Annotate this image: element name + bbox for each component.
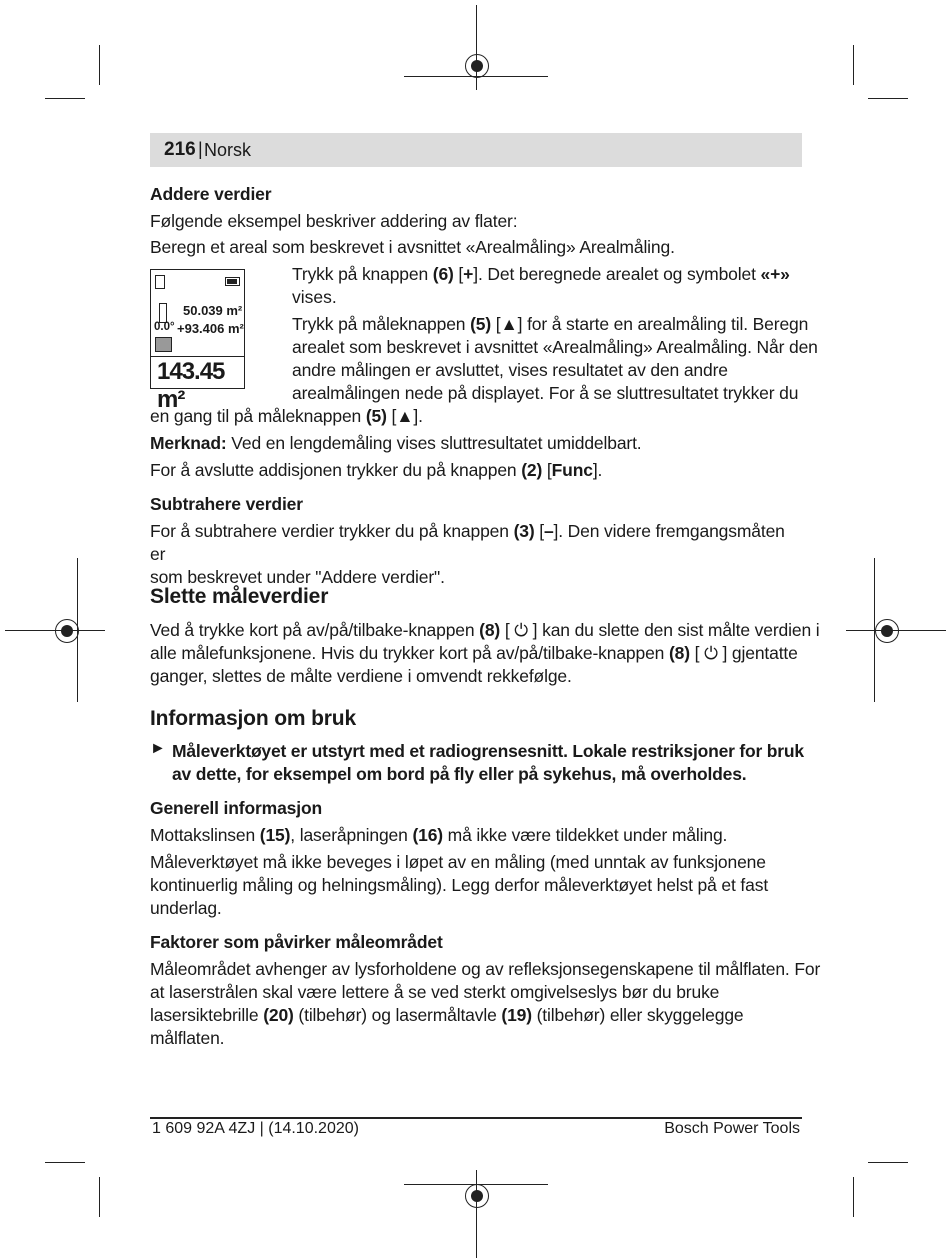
radio-warning: Måleverktøyet er utstyrt med et radiogrensesnitt. Lokale restriksjoner for bruk av dette, for eksempel om bord på fly eller på sykehus, må overholdes. bbox=[172, 741, 804, 784]
addere-p1: Følgende eksempel beskriver addering av flater: bbox=[150, 211, 518, 231]
display-value-1: 50.039 m² bbox=[183, 303, 243, 318]
area-symbol-icon bbox=[155, 337, 172, 352]
power-icon: ⏻ bbox=[514, 620, 528, 640]
section-name: Norsk bbox=[204, 140, 252, 160]
registration-mark-icon bbox=[465, 54, 489, 78]
footer-document-id: 1 609 92A 4ZJ | (14.10.2020) bbox=[152, 1120, 359, 1137]
crop-mark bbox=[853, 45, 854, 85]
header-separator: | bbox=[198, 139, 203, 159]
display-angle: 0.0° bbox=[154, 321, 175, 333]
generell-p1: Mottakslinsen (15), laseråpningen (16) må ikke være tildekket under måling. bbox=[150, 825, 728, 845]
heading-addere-verdier: Addere verdier bbox=[150, 184, 272, 204]
footer-brand: Bosch Power Tools bbox=[664, 1120, 800, 1137]
note-paragraph: Merknad: Ved en lengdemåling vises sluttresultatet umiddelbart. bbox=[150, 433, 642, 453]
crop-mark bbox=[45, 1162, 85, 1163]
crop-mark bbox=[99, 45, 100, 85]
addere-p4: Trykk på måleknappen (5) [▲] for å starte en arealmåling til. Beregn arealet som beskrevet i avsnittet «Arealmåling» Arealmåling. Når den andre målingen er avsluttet, vises resultatet av den andre arealmålingen nede på displayet. For å se sluttresultatet trykker du bbox=[292, 314, 818, 403]
measure-reference-icon bbox=[159, 303, 167, 323]
subtrahere-p1: For å subtrahere verdier trykker du på knappen (3) [–]. Den videre fremgangsmåten er som beskrevet under "Addere verdier". bbox=[150, 521, 785, 587]
registration-mark-icon bbox=[55, 619, 79, 643]
crop-mark bbox=[853, 1177, 854, 1217]
display-divider bbox=[151, 356, 244, 357]
bullet-triangle-icon: ► bbox=[150, 740, 166, 757]
registration-mark-icon bbox=[465, 1184, 489, 1208]
generell-p2: Måleverktøyet må ikke beveges i løpet av en måling (med unntak av funksjonene kontinuerlig måling og helningsmåling). Legg derfor måleverktøyet helst på et fast underlag. bbox=[150, 852, 769, 918]
area-mode-icon bbox=[155, 275, 165, 289]
heading-informasjon-om-bruk: Informasjon om bruk bbox=[150, 707, 357, 730]
crop-mark bbox=[45, 98, 85, 99]
display-value-2: +93.406 m² bbox=[177, 321, 244, 336]
heading-generell-informasjon: Generell informasjon bbox=[150, 798, 323, 818]
device-display-illustration bbox=[150, 269, 245, 413]
addere-p4-end: en gang til på måleknappen (5) [▲]. bbox=[150, 406, 423, 426]
heading-faktorer: Faktorer som påvirker måleområdet bbox=[150, 932, 443, 952]
heading-slette-maleverdier: Slette måleverdier bbox=[150, 585, 329, 608]
registration-mark-icon bbox=[875, 619, 899, 643]
note-label: Merknad: bbox=[150, 433, 227, 453]
power-icon: ⏻ bbox=[704, 643, 718, 663]
crop-mark bbox=[99, 1177, 100, 1217]
faktorer-paragraph: Måleområdet avhenger av lysforholdene og av refleksjonsegenskapene til målflaten. For at laserstrålen skal være lettere å se ved sterkt omgivelseslys bør du bruke lasersiktebrille (20) (tilbehør) og lasermåltavle (19) (tilbehør) eller skyggelegge målflaten. bbox=[150, 959, 821, 1048]
heading-subtrahere-verdier: Subtrahere verdier bbox=[150, 494, 303, 514]
crop-mark bbox=[868, 1162, 908, 1163]
page-number: 216 bbox=[164, 139, 196, 160]
display-result: 143.45 m² bbox=[157, 358, 225, 413]
crop-mark bbox=[868, 98, 908, 99]
battery-icon bbox=[225, 277, 240, 286]
slette-paragraph: Ved å trykke kort på av/på/tilbake-knappen (8) [ ⏻ ] kan du slette den sist målte verdien i alle målefunksjonene. Hvis du trykker kort på av/på/tilbake-knappen (8) [ ⏻ ] gjentatte ganger, slettes de målte verdiene i omvendt rekkefølge. bbox=[150, 620, 820, 686]
addere-p3: Trykk på knappen (6) [+]. Det beregnede arealet og symbolet «+» bbox=[292, 264, 790, 284]
addere-p3-cont: vises. bbox=[292, 287, 337, 307]
footer-rule bbox=[150, 1117, 802, 1119]
addere-p5: For å avslutte addisjonen trykker du på knappen (2) [Func]. bbox=[150, 460, 603, 480]
addere-p2: Beregn et areal som beskrevet i avsnittet «Arealmåling» Arealmåling. bbox=[150, 237, 675, 257]
